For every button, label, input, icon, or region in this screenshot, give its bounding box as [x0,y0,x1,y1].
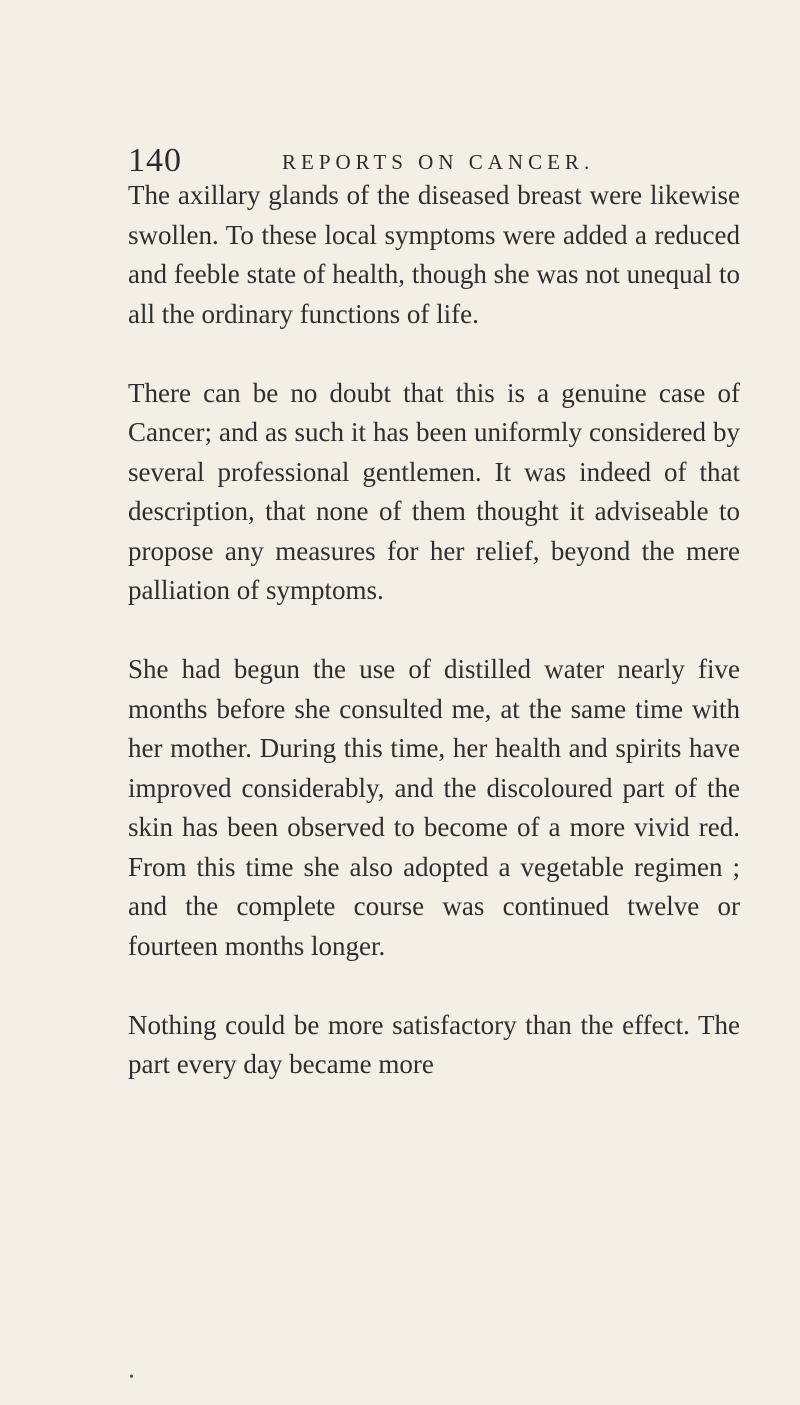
running-head: REPORTS ON CANCER. [282,150,595,174]
page-number: 140 [128,142,182,179]
body-text [128,176,740,1085]
paragraph-2: There can be no doubt that this is a genuine case of Cancer; and as such it has been uniformly considered by several professional gentlemen. It was indeed of that description, that none of them thought it adviseable to propose any measures for her relief, beyond the mere palliation of symptoms. [128,377,740,605]
paragraph-4: Nothing could be more satisfactory than the effect. The part every day became more [128,1009,740,1079]
footer-mark: • [129,1370,134,1385]
paragraph-1: The axillary glands of the diseased breast were likewise swollen. To these local symptoms were added a reduced and feeble state of health, though she was not unequal to all the ordinary functions of life. [128,180,740,329]
paragraph-3: She had begun the use of distilled water nearly five months before she consulted me, at the same time with her mother. During this time, her health and spirits have improved considerably, and the discoloured part of the skin has been observed to become of a more vivid red. From this time she also adopted a vegetable regimen ; and the complete course was continued twelve or fourteen months longer. [128,654,740,961]
